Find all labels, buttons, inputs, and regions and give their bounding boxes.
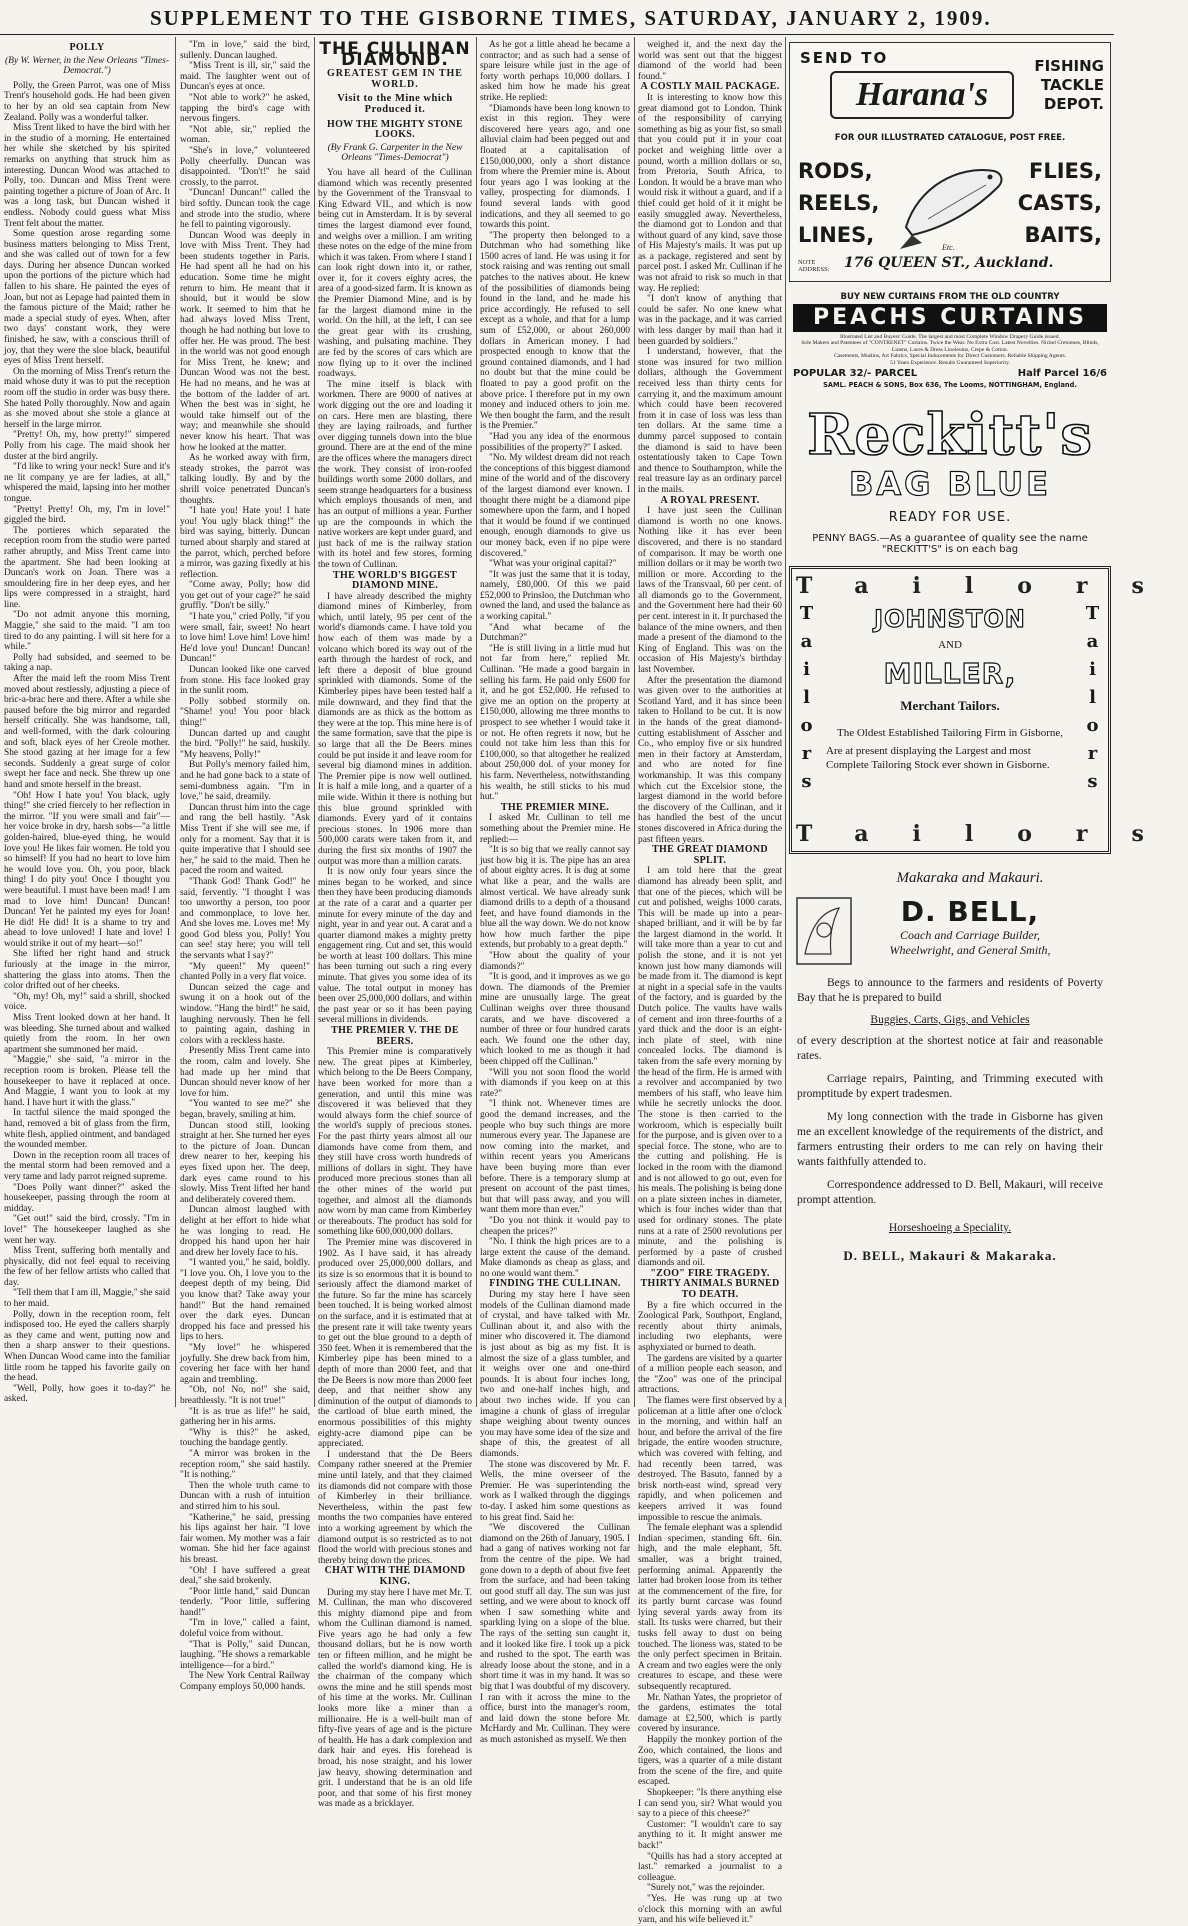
paragraph: Then the whole truth came to Duncan with a rush of intuition and stirred him to his soul. [180, 1480, 310, 1512]
paragraph: "I'm in love," said the bird, sullenly. Duncan laughed. [180, 40, 310, 61]
paragraph: Shopkeeper: "Is there anything else I can send you, sir? What would you say to a piece of this cheese?" [638, 1787, 782, 1820]
paragraph: By a fire which occurred in the Zoological Park, Southport, England, recently about thirty animals, including two elephants, were asphyxiated or burned to death. [638, 1300, 782, 1354]
story-polly-continued [180, 40, 310, 1693]
paragraph: "Do you not think it would pay to cheapen the prices?" [480, 1215, 630, 1237]
paragraph: "Poor little hand," said Duncan tenderly. "Poor little, suffering hand!" [180, 1586, 310, 1618]
paragraph: During my stay here I have seen models of the Cullinan diamond made of crystal, and have talked with Mr. Cullinan about it, and also with the miner who discovered it. The diamond is just about as big as my fist. It is almost the size of a glass tumbler, and it weighs over one and one-third pounds. It is about four inches long, two and one-half inches high, and about two inches wide. If you can imagine a chunk of glass of irregular shape weighing about twenty ounces you may have some idea of the size and shape of this, the greatest of all diamonds. [480, 1290, 630, 1459]
paragraph: It is interesting to know how this great diamond got to London. Think of the responsibility of carrying something as big as your fist, so small that you could put it in your coat pocket and weighing little over a pound, worth a million dollars or so, from Pretoria, South Africa, to London. It would be a brave man who would risk it without a guard, and if a thief could get hold of it it might be easily smuggled away. Nevertheless, the diamond got to London and that without guard of any kind, save those of His Majesty's mails. It was put up as a package, registered and sent by parcel post. I asked Mr. Cullinan if he was not afraid to risk so much in that way. He replied: [638, 92, 782, 294]
ad-trade-1: Coach and Carriage Builder, [900, 928, 1040, 942]
paragraph: "It is as true as life!" he said, gathering her in his arms. [180, 1406, 310, 1428]
section-heading: A COSTLY MAIL PACKAGE. [640, 81, 780, 93]
masthead: SUPPLEMENT TO THE GISBORNE TIMES, SATURDAY, JANUARY 2, 1909. [150, 6, 992, 30]
story-cullinan-continued-2 [638, 40, 782, 1926]
column-divider [314, 37, 315, 1407]
paragraph: You have all heard of the Cullinan diamond which was recently presented by the Government of the Transvaal to King Edward VII., and which is now being cut in Amsterdam. It is by several times the largest diamond ever found, and weighs over a million. I am writing these notes on the edge of the mine from which it was taken. From where I stand I can look right down into it, or rather, over it, for it covers eighty acres, the area of a good-sized farm. It is known as the Premier Diamond Mine, and is by far the largest diamond mine in the world. On the hill, at the left, I can see the great gear with its crushing, washing, and pulsating machine. They are fed by the scores of cars which are now flying up to it over the inclined roadways. [318, 167, 472, 380]
paragraph: Miss Trent looked down at her hand. It was bleeding. She turned about and walked quietly from the room. In her own apartment she summoned her maid. [4, 1013, 170, 1055]
paragraph: "No. My wildest dream did not reach the conceptions of this biggest diamond mine of the world and of the discovery of the largest diamond ever known. I thought there might be a diamond pipe somewhere upon the farm, and I hoped that it would be found if we continued enough, enough diamonds to give us our money back, even if no pipe were discovered." [480, 453, 630, 559]
ad-bell-p4: My long connection with the trade in Gisborne has given me an excellent knowledge of the requirements of the district, and farmers entrusting their orders to me can rely on having their wants faithfully attended to. [797, 1111, 1103, 1168]
paragraph: In tactful silence the maid sponged the hand, removed a bit of glass from the firm, white flesh, applied ointment, and bandaged the wounded member. [4, 1108, 170, 1151]
ad-fishing-tackle [789, 42, 1111, 282]
paragraph: "Oh! How I hate you! You black, ugly thing!" she cried fiercely to her reflection in the mirror. "If you were small and fair"—her voice broke in dry, harsh sobs—"a little golden-haired, blue-eyed thing, he would love you! He likes fair women. He told you so himself! If you had no heart to love him he would love you. Oh, you poor, black thing! I do pity you! Once I thought you were beautiful. I must have been mad! I am mad to love him! Duncan! Duncan! Duncan! Yet he painted my eyes for Joan! He did! He did! It is a shame to try and ahead to love unloved! I hate and love! I would strike it out of my heart—so!" [4, 790, 170, 949]
paragraph: I asked Mr. Cullinan to tell me something about the Premier mine. He replied:— [480, 813, 630, 845]
paragraph: Duncan seized the cage and swung it on a hook out of the window. "Hang the bird!" he said, laughing nervously. Then he fell to painting again, dashing in colors with a reckless haste. [180, 982, 310, 1046]
paragraph: "My love!" he whispered joyfully. She drew back from him, covering her face with her hand again and trembling. [180, 1343, 310, 1385]
ad-parcel: POPULAR 32/- PARCEL [793, 368, 918, 380]
ad-brand-logo: Harana's [830, 71, 1014, 119]
ad-name-1: JOHNSTON [874, 605, 1026, 633]
paragraph: Some question arose regarding some business matters belonging to Miss Trent, and she was called out of town for a few days. During her absence Duncan worked upon the portions of the picture which had fallen to his share. He painted the eyes of Joan, but not as Lepage had painted them in the famous picture of the Maid; rather he made a special study of eyes. When, after two days' constant work, they were finished, he saw, with a conscious thrill of joy, that they were the sloe black, beautiful eyes of Miss Trent herself. [4, 229, 170, 367]
section-heading: THE WORLD'S BIGGEST DIAMOND MINE. [333, 569, 457, 592]
paragraph: This Premier mine is comparatively new. The great pipes at Kimberley, which belong to the De Beers Company, have been worked for more than a generation, and until this mine was discovered it was believed that they would always form the chief source of the world's supply of precious stones. For the past thirty years almost all our diamonds have come from them, and they still have cross worth hundreds of millions of dollars in sight. They have produced more precious stones than all the other mines of the world put together, and almost all the diamonds now worn by man came from Kimberley or thereabouts. The product has sold for something like 600,000,000 dollars. [318, 1047, 472, 1238]
subheadline: GREATEST GEM IN THE WORLD. [327, 68, 463, 90]
paragraph: As he worked away with firm, steady strokes, the parrot was talking loudly. By and by the shrill voice penetrated Duncan's thoughts. [180, 453, 310, 506]
column-divider [785, 37, 786, 1407]
section-heading: THIRTY ANIMALS BURNED TO DEATH. [640, 1278, 780, 1301]
story-title: POLLY [69, 42, 105, 53]
paragraph: Happily the monkey portion of the Zoo, which contained, the lions and tigers, was a quarter of a mile distant from the scene of the fire, and quite escaped. [638, 1735, 782, 1788]
ad-catalogue-line: FOR OUR ILLUSTRATED CATALOGUE, POST FREE. [834, 133, 1066, 143]
ad-line: Sole Makers and Patentees of "CONTRENET" Curtains. Twice the Wear. No Extra Cost. Latest Novelties. Nickel Cretonnes, Blinds, Linens, Laces & Dress Linoleums, Crepe & Cotton. [801, 340, 1099, 353]
paragraph: Duncan thrust him into the cage and rang the bell hastily. "Ask Miss Trent if she will see me, if only for a moment. Say that it is quite imperative that I should see her," he said to the maid. Then he paced the room and waited. [180, 802, 310, 877]
paragraph: Duncan looked like one carved from stone. His face looked gray in the sunlit room. [180, 665, 310, 697]
paragraph: After the maid left the room Miss Trent moved about restlessly, adjusting a piece of bric-a-brac here and there. After a while she paused before the big mirror and regarded herself critically. She was handsome, tall, and well-formed, with the dark colouring and soft, black eyes of her Creole mother. She stood gazing at her image for a few seconds. Suddenly a great surge of color swept her face and neck. She threw up one hand and smote herself in the breast. [4, 674, 170, 790]
paragraph: As he got a little ahead he became a contractor; and as such had a sense of spare leisure while just in the age of forty worth perhaps 10,000 dollars. I asked him how he made his great strike. He replied: [480, 40, 630, 103]
paragraph: "Surely not," was the rejoinder. [647, 1883, 765, 1894]
paragraph: The mine itself is black with workmen. There are 9000 of natives at work digging out the ore and loading it on cars. Here men are blasting, there they are laying railroads, and further over digging tunnels down into the blue ground. There are at the end of the mine are the offices where the managers direct the work. They consist of iron-roofed buildings worth some 2000 dollars, and seem strange headquarters for a business which employs thousands of men, and has an output of millions a year. Further up are the compounds in which the native workers are kept under guard, and just back of me is the railway station with its hotel and few stores, forming the town of Cullinan. [318, 379, 472, 570]
ad-line-1: The Oldest Established Tailoring Firm in Gisborne, [836, 727, 1064, 739]
ad-left-items [798, 155, 879, 251]
ad-line: Casements, Muslins, Art Fabrics, Special Inducements for Direct Customers. Reliable Shipping Agents. [833, 353, 1067, 360]
ad-d-bell [789, 864, 1111, 1404]
paragraph: Duncan almost laughed with delight at her effort to hide what he was longing to read. He dropped his hand upon her hair and drew her lovely face to his. [180, 1205, 310, 1258]
paragraph: "Yes. He was rung up at two o'clock this morning with an awful yarn, and his wife believed it." [638, 1893, 782, 1926]
paragraph: "Katherine," he said, pressing his lips against her hair. "I love fair women. My mother was a fair woman. She hid her face against his breast. [180, 1512, 310, 1565]
paragraph: After the presentation the diamond was given over to the authorities at Scotland Yard, and it has since been taken to Holland to be cut. It is now in the hands of the great diamond-cutting establishment of Asscher and Co., who employ five or six hundred men in their factory at Amsterdam, and who are noted for fine workmanship. It was this company which cut the Excelsior stone, the largest diamond in the world before the discovery of the Cullinan, and it has handled the best of the uncut stones discovered in Africa during the past fifteen years. [638, 675, 782, 845]
ad-item: FLIES, [1029, 159, 1102, 183]
paragraph: "Had you any idea of the enormous possibilities of the property?" I asked. [480, 431, 630, 453]
ad-send-to: SEND TO [800, 49, 889, 67]
paragraph: "No. I think the high prices are to a large extent the cause of the demand. Make diamonds as cheap as glass, and no one would want them." [480, 1237, 630, 1279]
paragraph: "Will you not soon flood the world with diamonds if you keep on at this rate?" [480, 1067, 630, 1099]
story-byline: (By W. Werner, in the New Orleans "Times-Democrat.") [5, 55, 169, 77]
paragraph: "And what became of the Dutchman?" [480, 622, 630, 644]
story-body [4, 81, 170, 1405]
ad-peach-curtains [789, 292, 1111, 396]
paragraph: "Do not admit anyone this morning, Maggie," she said to the maid. "I am too tired to do any painting. I will sit here for a while." [4, 610, 170, 653]
paragraph: "Oh, my! Oh, my!" said a shrill, shocked voice. [4, 991, 170, 1013]
ad-place: Makaraka and Makauri. [896, 870, 1044, 886]
section-heading: THE GREAT DIAMOND SPLIT. [652, 844, 768, 866]
paragraph: "Thank God! Thank God!" he said, fervently. "I thought I was too unworthy a person, too poor and commonplace, to love her. And she loves me. Loves me! My good God bless you, Polly! You can see! stay here; you will tell the servants what I say?" [180, 876, 310, 962]
paragraph: "Get out!" said the bird, crossly. "I'm in love!" The housekeeper laughed as she went her way. [4, 1214, 170, 1246]
paragraph: "It was just the same that it is today, namely, £80,000. Of this we paid £52,000 to Prinsloo, the Dutchman who owned the land, and used the balance as a working capital." [480, 569, 630, 623]
paragraph: Miss Trent, suffering both mentally and physically, did not feel equal to receiving the few of her fellow artists who called that day. [4, 1246, 170, 1288]
paragraph: I understand, however, that the stone was insured for two million dollars, although the Government received less than thirty cents for carrying it, and the maximum amount which could have been recovered from it in case of loss was less than ten dollars. At the same time a dummy parcel supposed to contain the diamond is said to have been ostentatiously taken to Cape Town and thence to Southampton, while the real treasure lay as an ordinary parcel in the mails. [638, 347, 782, 495]
paragraph: "My queen!" My queen!" chanted Polly in a very flat voice. [180, 961, 310, 983]
paragraph: The flames were first observed by a policeman at a little after one o'clock in the morning, and within half an hour, and before the arrival of the fire brigade, the entire wooden structure, which was covered with felting, and had recently been tarred, was destroyed. The Basuto, fanned by a brisk north-east wind, spread very rapidly, and when policemen and keepers arrived it was found impossible to rescue the animals. [638, 1396, 782, 1523]
paragraph: "Not able to work?" he asked, tapping the bird's cage with nervous fingers. [180, 92, 310, 125]
paragraph: I am told here that the great diamond has already been split, and that one of the pieces, which will be cut and polished, weighs 1000 carats. This will be made up into a pear-shaped brilliant, and it will be by far the largest diamond in the world. It will take more than a year to cut and polish the stone, and it is not yet known just how many diamonds will be made from it. The diamond is kept at night in a special safe in the vaults of the factory, and is guarded by the Dutch police. The vaults have walls of cement and iron three-fourths of a yard thick and the door is an eight-inch plate of steel, with nine concealed locks. The diamond is taken from the safe every morning by the head of the firm. He is armed with a revolver and accompanied by two members of his staff, who leave him while he secretly unlocks the door. The stone is then carried to the workroom, which is especially built for the purpose, and is given over to a special force. The stone, who are to the cutting and polishing. He is locked in the room with the diamond and is not allowed to go out, even for his meals. The polishing is being done on a plate sixteen inches in diameter, which is four inches wider than that used for ordinary stones. The plate runs at a rate of 2500 revolutions per minute, and the polishing is performed by a paste of crushed diamonds and oil. [638, 866, 782, 1269]
paragraph: On the morning of Miss Trent's return the maid whose duty it was to put the reception room off the studio in order was busy there. She hated Polly thoroughly. Now and again as she moved about she stole a glance at herself in the large mirror. [4, 366, 170, 430]
story-cullinan [318, 39, 472, 1810]
paragraph: The portieres which separated the reception room from the studio were parted rather abruptly, and Miss Trent came into the apartment. She had been looking at Duncan's work on Joan. There was a smouldering fire in her deep eyes, and her lips were compressed in a straight, hard line. [4, 525, 170, 610]
paragraph: "Not able, sir," replied the woman. [180, 124, 310, 146]
paragraph: "I hate you! Hate you! I hate you! You ugly black thing!" the bird was saying, bitterly. Duncan turned about sharply and stared at the parrot, which, perched before a mirror, was gazing fixedly at his reflection. [180, 506, 310, 580]
ad-bell-p5: Correspondence addressed to D. Bell, Makauri, will receive prompt attention. [797, 1179, 1103, 1206]
paragraph: The stone was discovered by Mr. F. Wells, the mine overseer of the Premier. He was superintending the work as I walked through the diggings to-day. I asked him some questions as to his great find. Said he: [480, 1459, 630, 1523]
paragraph: "Duncan! Duncan!" called the bird softly. Duncan took the cage and strode into the studio, where he fell to painting vigorously. [180, 188, 310, 231]
paragraph: But Polly's memory failed him, and he had gone back to a state of semi-dumbness again. "I'm in love," he said, dreamily. [180, 760, 310, 803]
paragraph: I understand that the De Beers Company rather sneered at the Premier mine until lately, and that they claimed its diamonds did not compare with those of Kimberley in their brilliance. Nevertheless, within the past few months the two companies have entered into a working agreement by which the diamond output is so restricted as to not flood the world with precious stones and thereby bring down the prices. [318, 1449, 472, 1566]
headline: THE CULLINAN DIAMOND. [319, 39, 471, 70]
paragraph: "Pretty! Pretty! Oh, my, I'm in love!" giggled the bird. [4, 504, 170, 526]
ad-address: 176 QUEEN ST., Auckland. [844, 255, 1054, 271]
paragraph: Duncan stood still, looking straight at her. She turned her eyes to the picture of Joan. Duncan drew nearer to her, keeping his eyes fixed upon her. The deep, dark eyes came round to his slowly. Miss Trent lifted her hand and deliberately covered them. [180, 1120, 310, 1205]
ad-name-2: MILLER, [883, 657, 1017, 690]
paragraph: "What was your original capital?" [489, 559, 617, 570]
ornament-icon [795, 896, 853, 966]
ad-right-items [1018, 155, 1102, 251]
paragraph: Duncan darted up and caught the bird. "Polly!" he said, huskily. "My heavens, Polly!" [180, 728, 310, 760]
story-cullinan-continued [480, 40, 630, 1745]
story-body [480, 40, 630, 1746]
story-byline: (By Frank G. Carpenter in the New Orleans "Times-Democrat") [327, 142, 463, 164]
section-heading: CHAT WITH THE DIAMOND KING. [324, 1565, 466, 1587]
ad-trade-2: Wheelwright, and General Smith, [889, 943, 1051, 957]
ad-note-address: NOTE ADDRESS: [798, 259, 830, 273]
section-heading: "ZOO" FIRE TRAGEDY. [650, 1267, 770, 1279]
paragraph: "I'd like to wring your neck! Sure and it's ne lit company ye are fer ladies, at all," whispered the maid, lapsing into her mother tongue. [4, 462, 170, 504]
paragraph: "Tell them that I am ill, Maggie," she said to her maid. [4, 1288, 170, 1310]
paragraph: I have already described the mighty diamond mines of Kimberley, from which, until lately, 95 per cent of the world's diamonds came. I have told you how each of them was made by a volcano which bored its way out of the earth through the hardest of rock, and left there a deposit of blue ground sprinkled with diamonds. Some of the Kimberley pipes have been tested half a mile downward, and they find that the diamonds are as thick as the bottom as they were at the top. This mine here is of the same formation, save that the pipe is so large that all the De Beers mines could be put inside it and leave room for several big diamond mines in addition. The Premier pipe is now well outlined. It is half a mile long, and a quarter of a mile wide. Within it there is nothing but this blue ground sprinkled with diamonds. Every yard of it contains precious stones. In 1906 more than 500,000 carats were taken from it, and during the first six months of 1907 the output was more than a million carats. [318, 591, 472, 867]
ad-bell-name: D. BELL, [900, 895, 1040, 928]
ad-item: REELS, [798, 191, 880, 215]
paragraph: "It is good, and it improves as we go down. The diamonds of the Premier mine are unusually large. The great Cullinan weighs over three thousand carats, and we have discovered a number of three or four hundred carats each. We found one the other day, which looked to me as though it had been chipped off the Cullinan." [480, 972, 630, 1067]
ad-penny-bags: PENNY BAGS.—As a guarantee of quality see the name "RECKITT'S" is on each bag [812, 533, 1088, 555]
ad-and: AND [938, 639, 962, 651]
ad-line-2: Are at present displaying the Largest and most Complete Tailoring Stock ever shown in Gisborne. [826, 745, 1050, 771]
paragraph: "Why is this?" he asked, touching the bandage gently. [180, 1427, 310, 1449]
paragraph: I have just seen the Cullinan diamond is worth no one knows. Nothing like it has ever been discovered, and there is no standard of comparison. It may be worth one million dollars or it may be worth two million or more. According to the laws of the Transvaal, 60 per cent. of all diamonds go to the Government, and the Government here had their 60 per cent. interest in it. It purchased the balance of the mine owners, and then made a present of the diamond to the King of England. This was on the occasion of His Majesty's birthday last November. [638, 506, 782, 676]
ad-ready: READY FOR USE. [888, 510, 1012, 525]
paragraph: weighed it, and the next day the world was sent out that the biggest diamond of the world had been found." [638, 40, 782, 82]
ad-reckitts-logo: Reckitt's [807, 402, 1093, 468]
ad-border-bottom: Tailors [796, 821, 1188, 847]
ad-peach-address: SAML. PEACH & SONS, Box 636, The Looms, NOTTINGHAM, England. [823, 381, 1077, 390]
paragraph: It is now only four years since the mines began to be worked, and since then they have been producing diamonds at the rate of a carat and a quarter per minute for every minute of the day and night, year in and year out. A carat and a quarter diamond makes a mighty pretty engagement ring. Cut and set, this would be worth at least 100 dollars. This mine has been turning out such a ring every minute. That gives you some idea of its value. The total output in money has been over 25,000,000 dollars, and within the past year or so it has been paying several millions in dividends. [318, 867, 472, 1026]
ad-fishing-tackle-depot: FISHING TACKLE DEPOT. [1034, 57, 1104, 113]
column-divider [476, 37, 477, 1407]
story-body [318, 168, 472, 1810]
ad-border-top: Tailors [796, 573, 1188, 599]
ad-border-left: Tailors [796, 603, 817, 799]
paragraph: During my stay here I have met Mr. T. M. Cullinan, the man who discovered this mighty diamond pipe and from whom the Cullinan diamond is named. Five years ago he had only a few thousand dollars, but he is now worth ten or fifteen million, and he might be called the world's diamond king. He is the chairman of the company which owns the mine and he still spends most of his time at the works. Mr. Cullinan looks more like a miner than a millionaire. He is a well-built man of fifty-five years of age and is the picture of health. He has a dark complexion and dark hair and eyes. His forehead is broad, his nose straight, and his lower jaw heavy, showing determination and grit. I understand that he is an old life poor, and that some of his first money was made as a bricklayer. [318, 1587, 472, 1810]
paragraph: "Maggie," she said, "a mirror in the reception room is broken. Please tell the housekeeper to have it replaced at once. And Maggie, I want you to look at my hand. I have hurt it with the glass." [4, 1055, 170, 1108]
story-body [180, 40, 310, 1693]
paragraph: "She's in love," volunteered Polly cheerfully. Duncan was disappointed. "Don't!" he said crossly, to the parrot. [180, 145, 310, 188]
section-heading: A ROYAL PRESENT. [660, 494, 760, 506]
ad-bell-p2: of every description at the shortest notice at fair and reasonable rates. [797, 1035, 1103, 1062]
paragraph: "I wanted you," he said, boldly. "I love you. Oh, I love you to the deepest depth of my being. Did you know that? Take away your hand!" But the hand remained over the dark eyes. Duncan dropped his face and pressed his lips to hers. [180, 1258, 310, 1343]
column-divider [175, 37, 176, 1407]
paragraph: "Come away, Polly; how did you get out of your cage?" he said gruffly. "Don't be silly." [180, 580, 310, 612]
paragraph: The Premier mine was discovered in 1902. As I have said, it has already produced over 25,000,000 dollars, and its size is so enormous that it is bound to seriously affect the diamond market of the future. So far the mine has scarcely been touched. It is being worked almost on the surface, and it is estimated that at the present rate it will take twenty years to get out the blue ground to a depth of 350 feet. When it is remembered that the Kimberley pipe has been mined to a depth of more than 2000 feet, and that the De Beers is now more than 2000 feet deep, and that neither show any diminution of the output of diamonds to the cartload of blue earth mined, the enormous possibilities of this mighty eighty-acre diamond pipe can be appreciated. [318, 1237, 472, 1450]
paragraph: Polly, the Green Parrot, was one of Miss Trent's household gods. He had been given to her by an old sea captain from New Zealand. Polly was a wonderful talker. [4, 80, 170, 123]
paragraph: "You wanted to see me?" she began, bravely, smiling at him. [180, 1099, 310, 1120]
paragraph: "I'm in love," called a faint, doleful voice from without. [180, 1618, 310, 1640]
paragraph: Miss Trent liked to have the bird with her in the studio of a morning. He entertained her while she sketched by his spirited remarks on anything that struck him as interesting. Duncan Wood was attached to Polly, too. Duncan and Miss Trent were painting together a picture of Joan of Arc. It was a long task, but Duncan wished it endless. Nobody could guess what Miss Trent felt about the matter. [4, 123, 170, 229]
ad-banner: BUY NEW CURTAINS FROM THE OLD COUNTRY [840, 292, 1060, 302]
ad-item: RODS, [798, 159, 873, 183]
paragraph: The female elephant was a splendid Indian specimen, standing 6ft. 6in. high, and the male elephant, 5ft. smaller, was a bright trained, performing animal. Apparently the latter had broken loose from its tether at the commencement of the fire, for its partly burnt carcase was found lying several yards away from its stall. Its tusks were charred, but their tusks fell away to dust on being touched. The lioness was, stated to be the only perfect specimen in Britain. A cream and two eagles were the only creatures to escape, and these were subsequently recaptured. [638, 1523, 782, 1693]
ad-bell-p3: Carriage repairs, Painting, and Trimming executed with promptitude by expert tradesmen. [797, 1073, 1103, 1100]
ad-small-print [793, 334, 1107, 366]
paragraph: Polly had subsided, and seemed to be taking a nap. [4, 652, 170, 674]
paragraph: Customer: "I wouldn't care to say anything to it. It might answer me back!" [638, 1819, 782, 1851]
paragraph: Polly, down in the reception room, felt indisposed too. He eyed the callers sharply as they came and went, putting now and then a sharp answer to their questions. When Duncan Wood came into the familiar little room he tapped his favorite gaily on the head. [4, 1309, 170, 1384]
paragraph: Presently Miss Trent came into the room, calm and lovely. She had made up her mind that Duncan should never know of her love for him. [180, 1046, 310, 1099]
paragraph: The gardens are visited by a quarter of a million people each season, and the "Zoo" was one of the principal attractions. [638, 1353, 782, 1396]
paragraph: "Oh! I have suffered a great deal," she said brokenly. [180, 1565, 310, 1587]
masthead-rule [0, 34, 1114, 35]
paragraph: She lifted her right hand and struck furiously at the image in the mirror, shattering the glass into atoms. Then the color drifted out of her cheeks. [4, 949, 170, 992]
paragraph: "Oh, no! No, no!" she said, breathlessly. "It is not true!" [180, 1385, 310, 1406]
ad-trade: Merchant Tailors. [900, 698, 1000, 713]
paragraph: Duncan Wood was deeply in love with Miss Trent. They had been students together in Paris. He had spent all he had on his education. Some time he might return to him. He meant that it should, but it would be slow work. It seemed to him that he had always loved Miss Trent, though he had nothing but love to offer her. He was proud. The best in the world was not good enough for Miss Trent, he knew; and Duncan Wood was not the best. He had no means, and he was at the bottom of the ladder of art. When the best was in sight, he would take himself out of the way; and meanwhile she should never know his heart. That was how he looked at the matter. [180, 230, 310, 453]
paragraph: "Quills has had a story accepted at last." remarked a journalist to a colleague. [638, 1851, 782, 1883]
ad-reckitts [789, 404, 1111, 556]
column-divider [634, 37, 635, 1407]
ad-buggies: Buggies, Carts, Gigs, and Vehicles [870, 1014, 1030, 1026]
ad-horseshoe: Horseshoeing a Speciality. [888, 1222, 1012, 1234]
ad-item: CASTS, [1017, 191, 1102, 215]
paragraph: Down in the reception room all traces of the mental storm had been removed and a very tame and lady parrot reigned supreme. [4, 1150, 170, 1182]
paragraph: "We discovered the Cullinan diamond on the 26th of January, 1905. I had a gang of natives working not far from the centre of the pipe. We had gone down to a depth of about five feet from the surface, and had been taking out good stuff all day. The sun was just setting, and we were about to knock off when I saw something white and sparkling lying on a slope of the blue. The rays of the setting sun caught it, and it looked like fire. I took up a pick and rushed to the spot. The earth was already loose about the stone, and in a short time it was in my hand. It was so big that I was doubtful of my discovery. I ran with it across the mine to the office, burst into the manager's room, and laid down the stone before Mr. McHardy and Mr. Cullinan. They were as much astonished as myself. We then [480, 1523, 630, 1745]
ad-peach-logo: PEACHS CURTAINS [793, 304, 1107, 332]
paragraph: "A mirror was broken in the reception room," she said hastily. "It is nothing." [180, 1448, 310, 1481]
ad-line: Illustrated List and Buyers' Guide. The largest and most Complete Window Drapery Guide issued. [840, 334, 1060, 340]
ad-bell-p1: Begs to announce to the farmers and residents of Poverty Bay that he is prepared to build [797, 977, 1103, 1004]
paragraph: "Well, Polly, how goes it to-day?" he asked. [4, 1383, 170, 1405]
section-heading: THE PREMIER V. THE DE BEERS. [331, 1025, 459, 1047]
paragraph: The New York Central Railway Company employs 50,000 hands. [180, 1671, 310, 1693]
paragraph: "That is Polly," said Duncan, laughing. "He shows a remarkable intelligence—for a bird." [180, 1639, 310, 1671]
ad-item: BAITS, [1024, 223, 1102, 247]
ad-line: 51 Years Experience. Results Guaranteed Superiority. [890, 359, 1010, 366]
paragraph: "I think not. Whenever times are good the demand increases, and the people who buy such things are more numerous every year. The Japanese are now coming into the market, and within recent years you Americans have been buying more than ever before. There is a temporary slump at present on account of the past times, but that will pass away, and you will want them more than ever." [480, 1099, 630, 1216]
ad-johnston-miller [789, 566, 1188, 854]
fish-icon [898, 157, 1010, 251]
ad-etc: Etc. [942, 243, 955, 252]
subheadline-2: Visit to the Mine which Produced it. [337, 93, 453, 115]
paragraph: "The property then belonged to a Dutchman who had something like 1500 acres of land. He was using it for stock raising and was renting out small patches to the natives about. He knew of the possibilities of diamonds being found in the land, and he made his price accordingly. He refused to sell except as a whole, and that for a lump sum of £52,000, or about 260,000 dollars in American money. I had prospected enough to know that the ground contained diamonds, and I had no doubt but that the mine could be floated to pay a good profit on the above price. I therefore put in my own money and induced others to join me. We then bought the farm, and the result is the Premier." [480, 230, 630, 432]
paragraph: "Pretty! Oh, my, how pretty!" simpered Polly from his cage. The maid shook her duster at the bird angrily. [4, 430, 170, 462]
paragraph: "Does Polly want dinner?" asked the housekeeper, passing through the room at midday. [4, 1182, 170, 1214]
paragraph: "I hate you," cried Polly, "if you were small, fair, sweet! No heart to love him! Love him! Love him! He'd love you! Duncan! Duncan! Duncan!" [180, 612, 310, 665]
ad-tailors-body [826, 605, 1074, 772]
section-heading: FINDING THE CULLINAN. [489, 1278, 621, 1290]
ad-parcel-row [793, 368, 1107, 379]
paragraph: Polly sobbed stormily on. "Shame! you! You poor black thing!" [180, 696, 310, 728]
ad-item: LINES, [798, 223, 875, 247]
story-body [638, 40, 782, 1926]
paragraph: "It is so big that we really cannot say just how big it is. The pipe has an area of about eighty acres. It is dug at some what like a pear, and the walls are almost vertical. We have already sunk diamond drills to a depth of a thousand feet, and have found diamonds in the blue all the way down. We do not know how how much farther the pipe extends, but probably to a great depth." [480, 845, 630, 951]
paragraph: "He is still living in a little mud hut not far from here," replied Mr. Cullinan. "He made a good bargain in selling his farm. He paid only £600 for it, and he got £52,000. He refused to give me an option on the property at £150,000, allowing me three months to prospect to see whether I would take it or not. He often regrets it now, but he could not take him less than this for £100,000, so that altogether he realized about 250,000 dol. of your money for his farm. Nevertheless, notwithstanding his wealth, he still sticks to his mud hut." [480, 643, 630, 803]
paragraph: "Miss Trent is ill, sir," said the maid. The laughter went out of Duncan's eyes at once. [180, 61, 310, 93]
story-polly [4, 40, 170, 1406]
ad-bag-blue: BAG BLUE [848, 465, 1052, 503]
section-heading: THE PREMIER MINE. [500, 801, 610, 813]
section-heading: HOW THE MIGHTY STONE LOOKS. [327, 118, 463, 141]
ad-border-right: Tailors [1082, 603, 1103, 799]
paragraph: "I don't know of anything that could be safer. No one knew what was in the package, and it was carried with less danger by mail than had it been guarded by soldiers." [638, 294, 782, 347]
paragraph: Mr. Nathan Yates, the proprietor of the gardens, estimates the total damage at £2,500, which is partly covered by insurance. [638, 1692, 782, 1735]
paragraph: "Diamonds have been long known to exist in this region. They were discovered here years ago, and one alluvial claim had been pegged out and floated at a capitalisation of £150,000,000, only a short distance from where the Premier mine is. About four years ago I was looking at the valley, prospecting for diamonds. I found several lands with good indications, and they all seemed to go towards this point. [480, 103, 630, 231]
ad-parcel-half: Half Parcel 16/6 [1017, 368, 1107, 380]
ad-bell-footer: D. BELL, Makauri & Makaraka. [843, 1248, 1057, 1263]
paragraph: "How about the quality of your diamonds?" [480, 951, 630, 972]
